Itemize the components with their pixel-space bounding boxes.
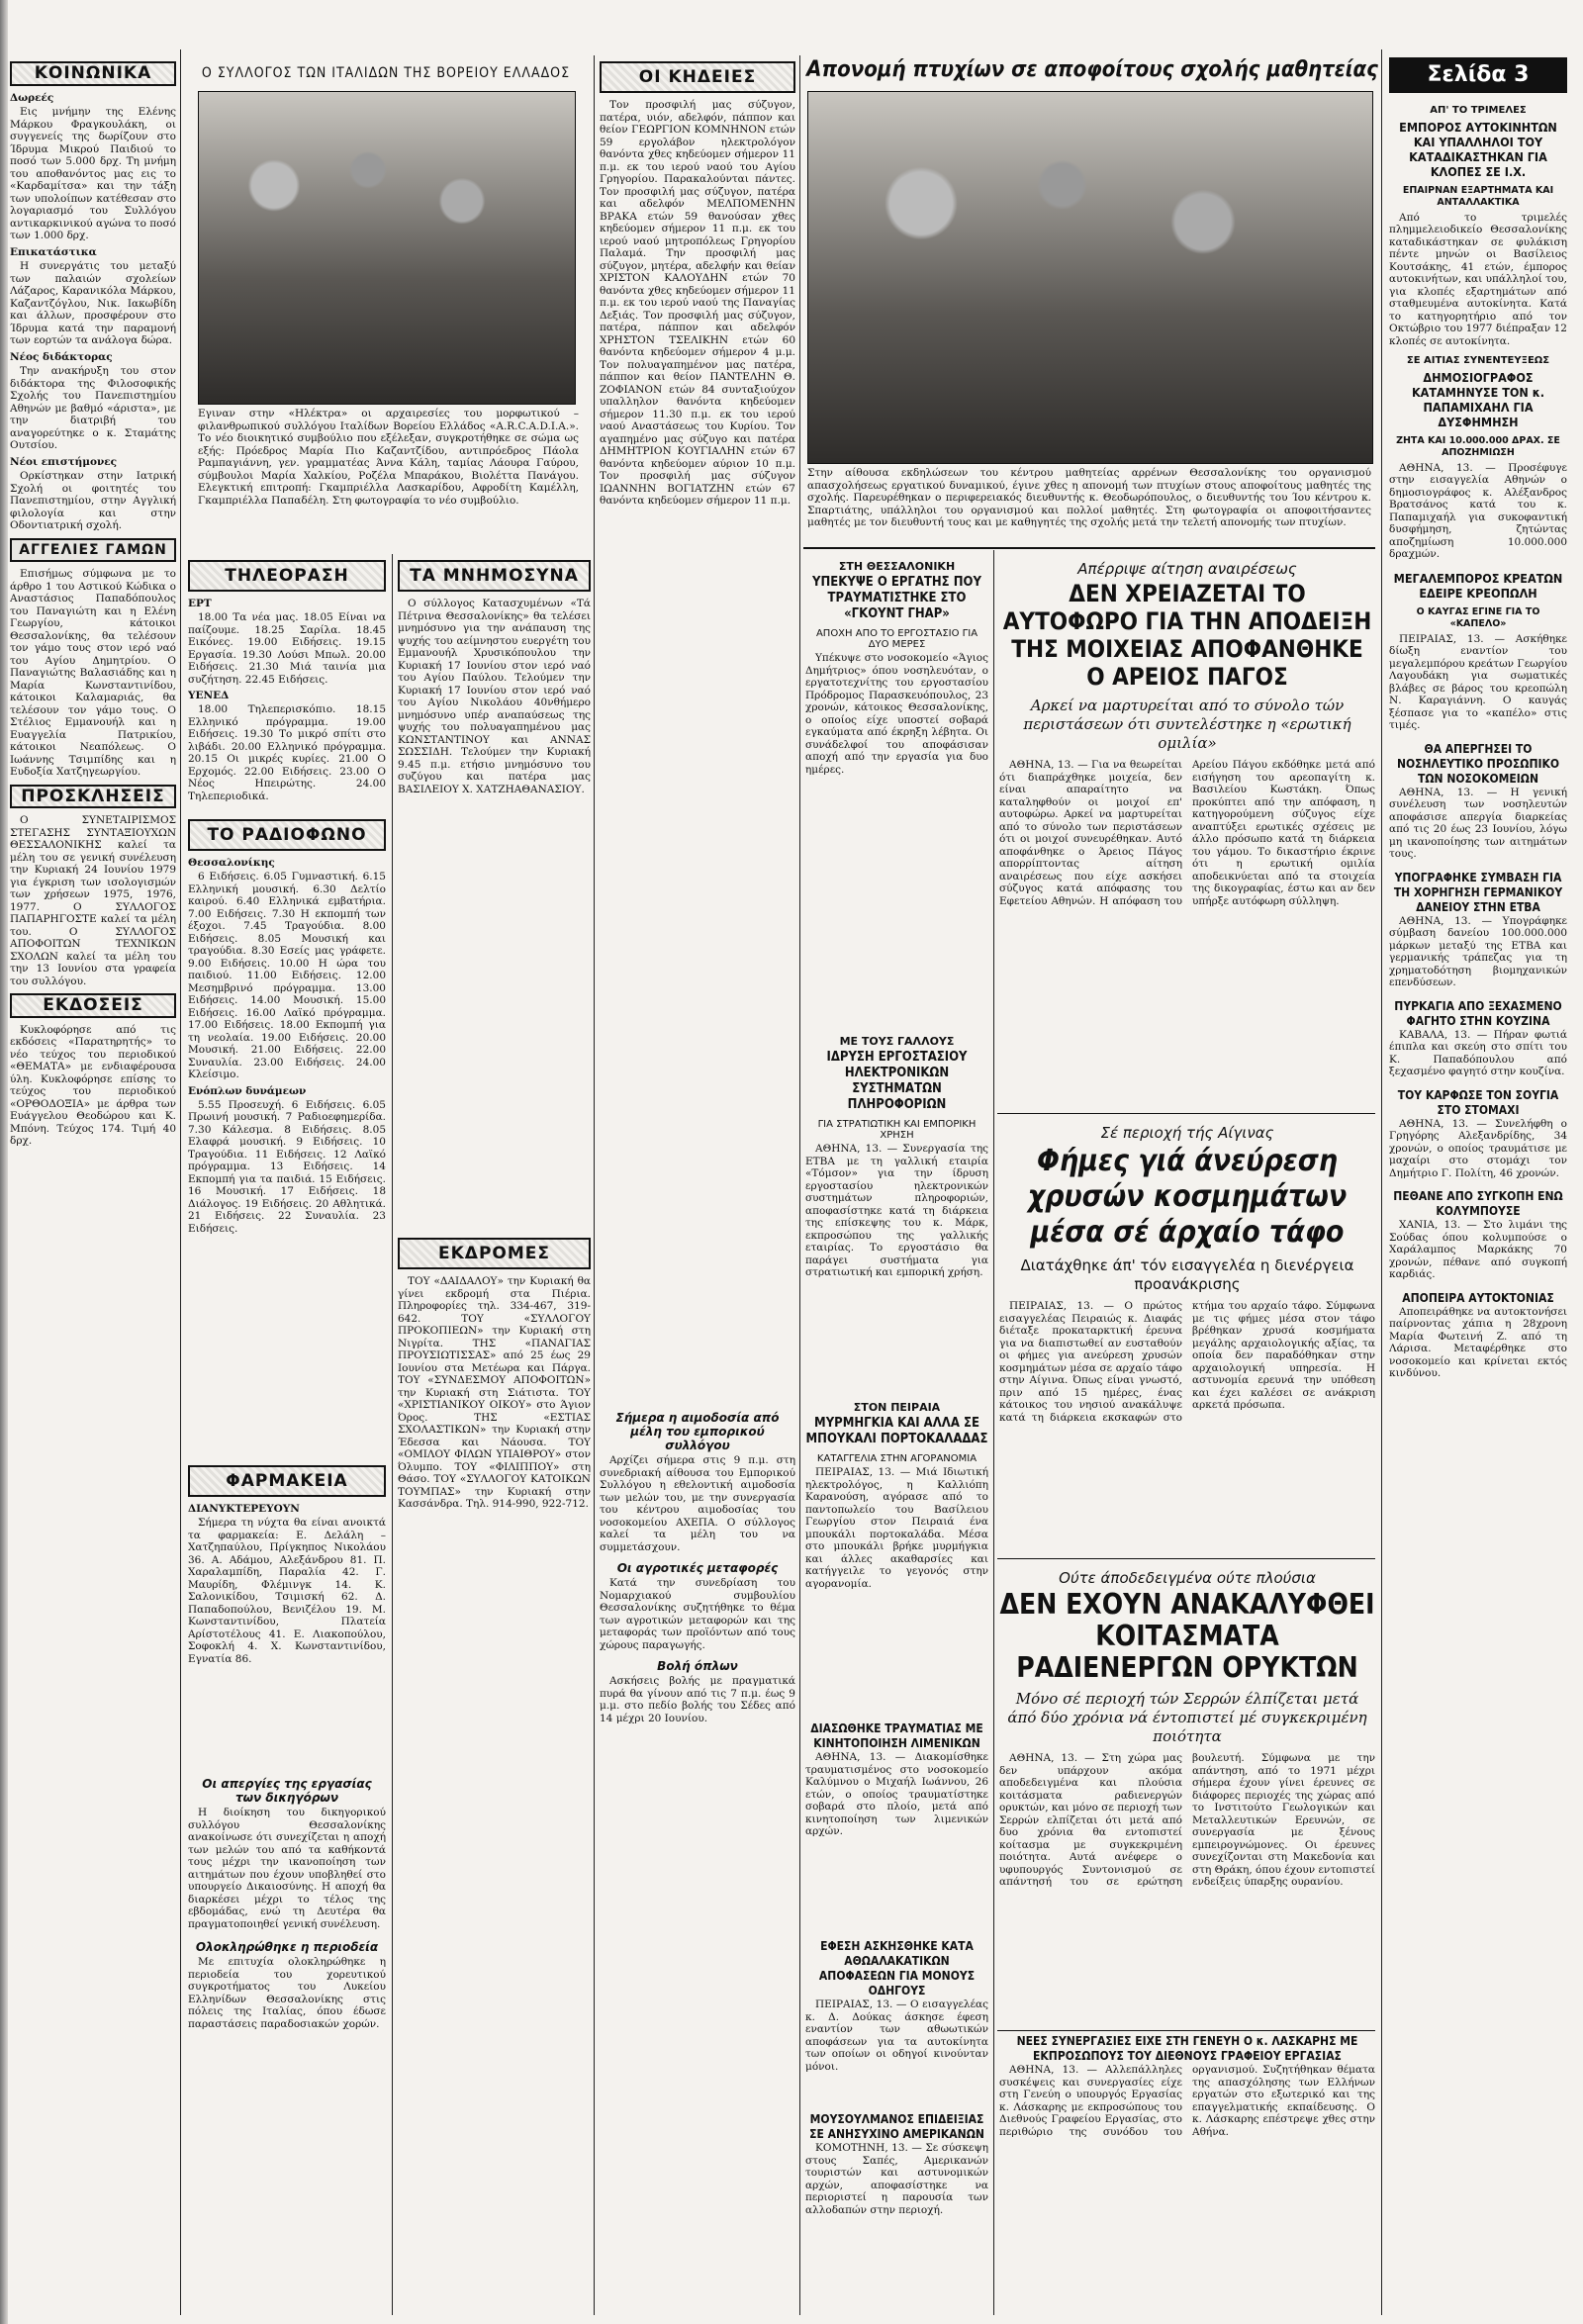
page-left-edge-shadow: [0, 0, 8, 2324]
tour-text: Με επιτυχία ολοκληρώθηκε η περιοδεία του χορευτικού συγκροτήματος του Λυκείου Ελληνίδων Θεσσαλονίκης στις πόλεις της Ιταλίας, όπου έδωσε παραστάσεις παραδοσιακών χορών.: [188, 1956, 386, 2030]
car-dealer-text: Από το τριμελές πλημμελειοδικείο Θεσσαλονίκης καταδικάστηκαν σε φυλάκιση πέντε μηνών οι Βασίλειος Κουτσάκης, 41 ετών, έμπορος αυτοκινήτων, και υπάλληλοί του, για κλοπές εξαρτημάτων από σταθμευμένα αυτοκίνητα. Κατά το κατηγορητήριο από τον Οκτώβριο του 1977 διέπραξαν 12 κλοπές σε αυτοκίνητα.: [1389, 211, 1567, 347]
funerals-text: Τον προσφιλή μας σύζυγον, πατέρα, υιόν, αδελφόν, πάππον και θείον ΓΕΩΡΓΙΟΝ ΚΟΜΝΗΝΟΝ ετών 59 εργολάβον ηλεκτρολόγον θανόντα χθες κηδεύομεν σήμερον 11 π.μ. εκ του ιερού ναού του Αγίου Γρηγορίου. Παρακαλούνται πάντες. Τον προσφιλή μας σύζυγον, πατέρα και αδελφόν ΜΕΛΠΟΜΕΝΗΝ ΒΡΑΚΑ ετών 59 θανούσαν χθες κηδεύομεν σήμερον 11 π.μ. εκ του ιερού ναού μητροπόλεως Γρηγορίου Παλαμά. Την προσφιλή μας σύζυγον, μητέρα, αδελφήν και θείαν ΧΡΙΣΤΟΝ ΚΑΛΟΥΔΗΝ ετών 70 θανόντα χθες κηδεύομεν σήμερον 11 π.μ. εκ του ιερού ναού της Παναγίας Δεξιάς. Τον προσφιλή μας σύζυγον, πατέρα, πάππον και αδελφόν ΧΡΗΣΤΟΝ ΤΣΕΛΙΚΗΝ ετών 60 θανόντα κηδεύομεν σήμερον 4 μ.μ. Τον πολυαγαπημένον μας πατέρα, πάππον και θείον ΠΑΝΤΕΛΗΝ Θ. ΖΟΦΙΑΝΟΝ ετών 84 συνταξιούχον υπαλληλον θανόντα κηδεύομεν σήμερον 11.30 π.μ. εκ του ιερού ναού Αναστάσεως του Κυρίου. Τον αγαπημένο μας σύζυγο και πατέρα ΔΗΜΗΤΡΙΟΝ ΚΟΥΓΙΑΛΗΝ ετών 67 θανόντα κηδεύομεν αύριον 10 π.μ. Τον προσφιλή μας σύζυγον ΙΩΑΝΝΗΝ ΒΟΓΙΑΤΖΗΝ ετών 67 θανόντα κηδεύομεν σήμερον 11 π.μ.: [600, 99, 795, 507]
section-divider: [997, 1558, 1375, 1559]
memorials-section: [398, 554, 591, 1227]
journalist-kicker: ΣΕ ΑΙΤΙΑΣ ΣΥΝΕΝΤΕΥΞΕΩΣ: [1406, 355, 1550, 366]
meat-merchant-subhead: Ο ΚΑΥΓΑΣ ΕΓΙΝΕ ΓΙΑ ΤΟ «ΚΑΠΕΛΟ»: [1416, 605, 1540, 629]
loan-text: ΑΘΗΝΑ, 13. — Υπογράφηκε σύμβαση δανείου 100.000.000 μάρκων μεταξύ της ΕΤΒΑ και γερμανικής τράπεζας για τη χρηματοδότηση βιομηχανικών επενδύσεων.: [1389, 914, 1567, 988]
column-rule: [392, 554, 393, 2315]
swimmer-death-headline: ΠΕΘΑΝΕ ΑΠΟ ΣΥΓΚΟΠΗ ΕΝΩ ΚΟΛΥΜΠΟΥΣΕ: [1393, 1189, 1563, 1218]
nurses-strike-headline: ΘΑ ΑΠΕΡΓΗΣΕΙ ΤΟ ΝΟΣΗΛΕΥΤΙΚΟ ΠΡΟΣΩΠΙΚΟ ΤΩΝ ΝΟΣΟΚΟΜΕΙΩΝ: [1396, 741, 1560, 786]
electronics-headline: ΙΔΡΥΣΗ ΕΡΓΟΣΤΑΣΙΟΥ ΗΛΕΚΤΡΟΝΙΚΩΝ ΣΥΣΤΗΜΑΤΩΝ ΠΛΗΡΟΦΟΡΙΩΝ: [826, 1050, 968, 1112]
new-scientists-subhead: Νέοι επιστήμονες: [10, 455, 118, 468]
publications-heading: ΕΚΔΟΣΕΙΣ: [10, 993, 176, 1018]
radio-armed-forces-label: Ενόπλων δυνάμεων: [188, 1084, 307, 1097]
aegina-headline: Φήμες γιά άνεύρεση χρυσών κοσμημάτων μέσα σέ άρχαίο τάφο: [1027, 1144, 1348, 1250]
radio-armed-forces-schedule: 5.55 Προσευχή. 6 Ειδήσεις. 6.05 Πρωινή μουσική. 7 Ραδιοεφημερίδα. 7.30 Κάλεσμα. 8 Ειδήσεις. 8.05 Ελαφρά μουσική. 9 Ειδήσεις. 10 Τραγούδια. 11 Ειδήσεις. 12 Λαϊκό πρόγραμμα. 13 Ειδήσεις. 14 Εκπομπή για τα παιδιά. 15 Ειδήσεις. 16 Μουσική. 17 Ειδήσεις. 18 Διάλογος. 19 Ειδήσεις. 20 Αθλητικά. 21 Ειδήσεις. 22 Συναυλία. 23 Ειδήσεις.: [188, 1098, 386, 1235]
pharmacies-heading: ΦΑΡΜΑΚΕΙΑ: [188, 1465, 386, 1497]
events-subhead: Επικατάστικα: [10, 245, 97, 258]
radio-section: [188, 813, 386, 1446]
column-rule: [799, 55, 800, 2315]
wedding-notices-text: Επισήμως σύμφωνα με το άρθρο 1 του Αστικού Κώδικα ο Αναστάσιος Παπαδόπουλος του Παναγιώτη και η Ελένη Γεωργίου, κάτοικοι Θεσσαλονίκης, θα τελέσουν τον γάμο τους στον ιερό ναό του Αγίου Δημητρίου. Ο Παναγιώτης Βαλασιάδης και η Μαρία Κωνσταντινίδου, κάτοικοι Καλαμαριάς, θα τελέσουν τον γάμο τους. Ο Στέλιος Εμμανουήλ και η Ευαγγελία Πατρικίου, κάτοικοι Νεαπόλεως. Ο Ιωάννης Τσιμπίδης και η Ευδοξία Χατζηγεωργίου.: [10, 568, 176, 778]
aegina-kicker: Σέ περιοχή τής Αίγινας: [1100, 1124, 1274, 1142]
firing-range-title: Βολή όπλων: [657, 1659, 738, 1673]
nurses-strike-text: ΑΘΗΝΑ, 13. — Η γενική συνέλευση των νοσηλευτών αποφάσισε απεργία διαρκείας από τις 20 έως 23 Ιουνίου, λόγω μη ικανοποίησης των αιτημάτων τους.: [1389, 786, 1567, 860]
column-rule: [1381, 49, 1382, 2315]
electronics-kicker: ΜΕ ΤΟΥΣ ΓΑΛΛΟΥΣ: [839, 1035, 955, 1048]
tv-section: [188, 554, 386, 811]
appeal-headline: ΕΦΕΣΗ ΑΣΚΗΣΘΗΚΕ ΚΑΤΑ ΑΘΩΑΛΑΚΑΤΙΚΩΝ ΑΠΟΦΑΣΕΩΝ ΓΙΑ ΜΟΝΟΥΣ ΟΔΗΓΟΥΣ: [818, 1939, 976, 1998]
piraeus-subhead: ΚΑΤΑΓΓΕΛΙΑ ΣΤΗΝ ΑΓΟΡΑΝΟΜΙΑ: [816, 1453, 978, 1464]
yened-label: ΥΕΝΕΔ: [188, 690, 230, 701]
kitchen-fire-headline: ΠΥΡΚΑΓΙΑ ΑΠΟ ΞΕΧΑΣΜΕΝΟ ΦΑΓΗΤΟ ΣΤΗΝ ΚΟΥΖΙΝΑ: [1394, 998, 1562, 1028]
ports-headline: ΔΙΑΣΩΘΗΚΕ ΤΡΑΥΜΑΤΙΑΣ ΜΕ ΚΙΝΗΤΟΠΟΙΗΣΗ ΛΙΜΕΝΙΚΩΝ: [810, 1721, 983, 1750]
muslims-text: ΚΟΜΟΤΗΝΗ, 13. — Σε σύσκεψη στους Σαπές, Αμερικανών τουριστών και αστυνομικών αρχών, αποφασίστηκε να περιοριστεί η παρουσία των αλλοδαπών στην περιοχή.: [805, 2142, 988, 2216]
blood-drive-text: Αρχίζει σήμερα στις 9 π.μ. στη συνεδριακή αίθουσα του Εμπορικού Συλλόγου η εθελοντική αιμοδοσία των μελών του, με την συνεργασία του κέντρου αιμοδοσίας του νοσοκομείου ΑΧΕΠΑ. Ο σύλλογος καλεί τα μέλη του να συμμετάσχουν.: [600, 1454, 795, 1553]
section-divider: [997, 2030, 1375, 2031]
swimmer-death-text: ΧΑΝΙΑ, 13. — Στο λιμάνι της Σούδας όπου κολυμπούσε ο Χαράλαμπος Μαρκάκης 70 χρονών, πέθανε από συγκοπή καρδιάς.: [1389, 1219, 1567, 1280]
funerals-section: [600, 55, 795, 1401]
excursions-section: [398, 1232, 591, 1924]
car-dealer-subhead: ΕΠΑΙΡΝΑΝ ΕΞΑΡΤΗΜΑΤΑ ΚΑΙ ΑΝΤΑΛΛΑΚΤΙΚΑ: [1402, 184, 1554, 208]
supreme-court-story: [999, 554, 1375, 1108]
graduates-caption: Στην αίθουσα εκδηλώσεων του κέντρου μαθητείας αρρένων Θεσσαλονίκης του οργανισμού απασχολήσεως εργατικού δυναμικού, έγινε χθες η απονομή των πτυχίων στους αποφοίτους μαθητές της σχολής. Παρευρέθηκαν ο περιφερειακός διευθυντής κ. Θεοδωρόπουλος, ο διευθυντής του Ίου κέντρου κ. Σπαρτιάτης, υπάλληλοι του οργανισμού και πολλοί μαθητές. Στη φωτογραφία οι αποφοιτήσαντες μαθητές με τον διευθυντή τους και με καθηγητές της σχολής μετά την τελετή απονομής των πτυχίων.: [807, 467, 1371, 528]
electronics-text: ΑΘΗΝΑ, 13. — Συνεργασία της ΕΤΒΑ με τη γαλλική εταιρία «Τόμσον» για την ίδρυση εργοστασίου ηλεκτρονικών συστημάτων πληροφοριών, αποφασίστηκε κατά τη διάρκεια της επίσκεψης του κ. Μάρκ, εκπροσώπου της γαλλικής εταιρίας. Το εργοστάσιο θα παράγει συστήματα για στρατιωτική και εμπορική χρήση.: [805, 1143, 988, 1278]
column-rule: [180, 49, 181, 2315]
section-divider: [997, 1113, 1375, 1114]
journalist-text: ΑΘΗΝΑ, 13. — Προσέφυγε στην εισαγγελία Αθηνών ο δημοσιογράφος κ. Αλέξανδρος Βρατσάνος κατά του κ. Παπαμιχαήλ για συκοφαντική δυσφήμηση, ζητώντας αποζημίωση 10.000.000 δραχμών.: [1389, 461, 1567, 560]
muslims-headline: ΜΟΥΣΟΥΛΜΑΝΟΣ ΕΠΙΔΕΙΞΙΑΣ ΣΕ ΑΝΗΣΥΧΙΝΟ ΑΜΕΡΙΚΑΝΩΝ: [809, 2112, 984, 2141]
column-rule: [993, 550, 994, 2315]
uranium-headline: ΔΕΝ ΕΧΟΥΝ ΑΝΑΚΑΛΥΦΘΕΙ ΚΟΙΤΑΣΜΑΤΑ ΡΑΔΙΕΝΕΡΓΩΝ ΟΡΥΚΤΩΝ: [999, 1588, 1375, 1684]
new-doctor-text: Την ανακήρυξη του στον διδάκτορα της Φιλοσοφικής Σχολής του Πανεπιστημίου Αθηνών με βαθμό «άριστα», με την διατριβή του αναγορεύτηκε ο κ. Σταμάτης Ουτσίου.: [10, 365, 176, 451]
uranium-story: [999, 1563, 1375, 2028]
memorials-text: Ο σύλλογος Κατασχυμένων «Τά Πέτρινα Θεσσαλονίκης» θα τελέσει μνημόσυνο για την ανάπαυση της ψυχής του αείμνηστου ευεργέτη του Εμμανουήλ Χρυσικόπουλου την Κυριακή 17 Ιουνίου στον ιερό ναό του Αγίου Παύλου. Τελούμεν την Κυριακή 17 Ιουνίου στον ιερό ναό του Αγίου Νικολάου 40νθήμερο μνημόσυνο υπέρ αναπαύσεως της ψυχής του πολυαγαπημένου μας ΚΩΝΣΤΑΝΤΙΝΟΥ και ΑΝΝΑΣ ΣΩΣΣΙΔΗ. Τελούμεν την Κυριακή 9.45 π.μ. ετήσιο μνημόσυνο του συζύγου και πατέρα μας ΒΑΣΙΛΕΙΟΥ Χ. ΧΑΤΖΗΑΘΑΝΑΣΙΟΥ.: [398, 598, 591, 795]
kitchen-fire-text: ΚΑΒΑΛΑ, 13. — Πήραν φωτιά έπιπλα και σκεύη στο σπίτι του Κ. Παπαδόπουλου από ξεχασμένο φαγητό στην κουζίνα.: [1389, 1028, 1567, 1077]
firing-range-text: Ασκήσεις βολής με πραγματικά πυρά θα γίνουν από τις 7 π.μ. έως 9 μ.μ. στο πεδίο βολής του Σέδες από 14 μέχρι 20 Ιουνίου.: [600, 1675, 795, 1724]
supreme-court-subhead: Αρκεί να μαρτυρείται από το σύνολο τών περιστάσεων ότι συντελέστηκε η «ερωτική ομιλία»: [1023, 697, 1351, 752]
car-dealer-kicker: ΑΠ' ΤΟ ΤΡΙΜΕΛΕΣ: [1430, 105, 1527, 116]
journalist-headline: ΔΗΜΟΣΙΟΓΡΑΦΟΣ ΚΑΤΑΜΗΝΥΣΕ ΤΟΝ κ. ΠΑΠΑΜΙΧΑΗΛ ΓΙΑ ΔΥΣΦΗΜΗΣΗ: [1411, 369, 1545, 429]
electronics-subhead: ΓΙΑ ΣΤΡΑΤΙΩΤΙΚΗ ΚΑΙ ΕΜΠΟΡΙΚΗ ΧΡΗΣΗ: [817, 1119, 977, 1141]
car-dealer-headline: ΕΜΠΟΡΟΣ ΑΥΤΟΚΙΝΗΤΩΝ ΚΑΙ ΥΠΑΛΛΗΛΟΙ ΤΟΥ ΚΑΤΑΔΙΚΑΣΤΗΚΑΝ ΓΙΑ ΚΛΟΠΕΣ ΣΕ Ι.Χ.: [1399, 119, 1557, 179]
funerals-heading: ΟΙ ΚΗΔΕΙΕΣ: [600, 61, 795, 93]
memorials-heading: ΤΑ ΜΝΗΜΟΣΥΝΑ: [398, 560, 591, 592]
society-notes: [600, 1405, 795, 2315]
graduates-title: Απονομή πτυχίων σε αποφοίτους σχολής μαθητείας: [806, 57, 1378, 82]
meat-merchant-headline: ΜΕΓΑΛΕΜΠΟΡΟΣ ΚΡΕΑΤΩΝ ΕΔΕΙΡΕ ΚΡΕΟΠΩΛΗ: [1393, 570, 1563, 601]
suicide-attempt-headline: ΑΠΟΠΕΙΡΑ ΑΥΤΟΚΤΟΝΙΑΣ: [1402, 1290, 1554, 1305]
ports-story: [805, 1721, 988, 1939]
uranium-kicker: Ούτε άποδεδειγμένα ούτε πλούσια: [1059, 1569, 1316, 1587]
worker-injury-subhead: ΑΠΟΧΗ ΑΠΟ ΤΟ ΕΡΓΟΣΤΑΣΙΟ ΓΙΑ ΔΥΟ ΜΕΡΕΣ: [815, 628, 978, 650]
ilo-headline: ΝΕΕΣ ΣΥΝΕΡΓΑΣΙΕΣ ΕΙΧΕ ΣΤΗ ΓΕΝΕΥΗ Ο κ. ΛΑΣΚΑΡΗΣ ΜΕ ΕΚΠΡΟΣΩΠΟΥΣ ΤΟΥ ΔΙΕΘΝΟΥΣ ΓΡΑΦΕΙΟΥ ΕΡΓΑΣΙΑΣ: [1016, 2034, 1358, 2063]
ilo-story: [999, 2034, 1375, 2315]
piraeus-text: ΠΕΙΡΑΙΑΣ, 13. — Μιά Ιδιωτική ηλεκτρολόγος, η Καλλιόπη Καρανούση, αγόρασε από το παντοπωλείο του Βασίλειου Γεωργίου στον Πειραιά ένα μπουκάλι πορτοκαλάδα. Μέσα στο μπουκάλι βρήκε μυρμήγκια και άλλες ακαθαρσίες και κατήγγειλε το γεγονός στην αγορανομία.: [805, 1466, 988, 1590]
koinonika-heading: ΚΟΙΝΩΝΙΚΑ: [10, 61, 176, 86]
ports-text: ΑΘΗΝΑ, 13. — Διακομίσθηκε τραυματισμένος στο νοσοκομείο Καλύμνου ο Μιχαήλ Ιωάννου, 26 ετών, ο οποίος τραυματίστηκε σοβαρά στο πλοίο, μετά από κινητοποίηση των λιμενικών αρχών.: [805, 1751, 988, 1837]
ilo-text: ΑΘΗΝΑ, 13. — Αλλεπάλληλες συσκέψεις και συνεργασίες είχε στη Γενεύη ο υπουργός Εργασίας κ. Λάσκαρης με εκπροσώπους του Διεθνούς Γραφείου Εργασίας, στο περιθώριο της συνόδου του οργανισμού. Συζητήθηκαν θέματα της απασχόλησης των Ελλήνων εργατών στο εξωτερικό και της επαγγελματικής εκπαίδευσης. Ο κ. Λάσκαρης επέστρεψε χθες στην Αθήνα.: [999, 2064, 1375, 2138]
suicide-attempt-text: Αποπειράθηκε να αυτοκτονήσει παίρνοντας χάπια η 28χρονη Μαρία Φωτεινή Ζ. από τη Λάρισα. Μεταφέρθηκε στο νοσοκομείο και κρίνεται εκτός κινδύνου.: [1389, 1305, 1567, 1379]
knife-attack-text: ΑΘΗΝΑ, 13. — Συνελήφθη ο Γρηγόρης Αλεξανδρίδης, 34 χρονών, ο οποίος τραυμάτισε με μαχαίρι στο στομάχι τον Δημήτριο Γ. Πολίτη, 46 χρονών.: [1389, 1117, 1567, 1179]
blood-drive-title: Σήμερα η αιμοδοσία από μέλη του εμπορικού συλλόγου: [615, 1411, 780, 1452]
donations-text: Εις μνήμην της Ελένης Μάρκου Φραγκουλάκη, οι συγγενείς της δωρίζουν στο Ίδρυμα Μικρού Παιδιού το ποσό των 5.000 δρχ. Τη μνήμη του αποθανόντος μας εις το «Καρδαμίτσα» και την τάξη των υπολοίπων κατέθεσαν στο λογαριασμό του Συλλόγου αντικαρκινικού αγώνα το ποσό των 1.000 δρχ.: [10, 106, 176, 241]
worker-injury-headline: ΥΠΕΚΥΨΕ Ο ΕΡΓΑΤΗΣ ΠΟΥ ΤΡΑΥΜΑΤΙΣΤΗΚΕ ΣΤΟ «ΓΚΟΥΝΤ ΓΗΑΡ»: [812, 575, 981, 621]
page-number-badge: [1389, 57, 1567, 93]
excursions-heading: ΕΚΔΡΟΜΕΣ: [398, 1238, 591, 1269]
radio-heading: ΤΟ ΡΑΔΙΟΦΩΝΟ: [188, 819, 386, 851]
loan-headline: ΥΠΟΓΡΑΦΗΚΕ ΣΥΜΒΑΣΗ ΓΙΑ ΤΗ ΧΟΡΗΓΗΣΗ ΓΕΡΜΑΝΙΚΟΥ ΔΑΝΕΙΟΥ ΣΤΗΝ ΕΤΒΑ: [1393, 870, 1563, 914]
supreme-court-headline: ΔΕΝ ΧΡΕΙΑΖΕΤΑΙ ΤΟ ΑΥΤΟΦΩΡΟ ΓΙΑ ΤΗΝ ΑΠΟΔΕΙΞΗ ΤΗΣ ΜΟΙΧΕΙΑΣ ΑΠΟΦΑΝΘΗΚΕ Ο ΑΡΕΙΟΣ ΠΑΓΟΣ: [1002, 580, 1372, 691]
column-rule: [594, 55, 595, 2315]
meat-merchant-text: ΠΕΙΡΑΙΑΣ, 13. — Ασκήθηκε δίωξη εναντίον του μεγαλεμπόρου κρεάτων Γεωργίου Λαγουδάκη για σωματικές βλάβες σε βάρος του κρεοπώλη Ν. Καραγιάννη. Ο καυγάς ξέσπασε για το «καπέλο» στις τιμές.: [1389, 632, 1567, 731]
italians-society-caption: Εγιναν στην «Ηλέκτρα» οι αρχαιρεσίες του μορφωτικού – φιλανθρωπικού συλλόγου Ιταλίδων Βορείου Ελλάδος «A.R.C.A.D.I.A.». Το νέο διοικητικό συμβούλιο που εξέλεξαν, συγκροτήθηκε σε σώμα ως εξής: Πρόεδρος Μαρία Πιο Καζαντζίδου, αντιπρόεδρος Πάολα Ραμπαγιάννη, γεν. γραμματέας Άννα Κάλη, ταμίας Λάουρα Γαύρου, σύμβουλοι Μαρία Χαλκίου, Ροζέλα Μπαράκου, Βιολέττα Πανάγου. Ελεγκτική επιτροπή: Γκαμπριέλλα Λασκαρίδου, Αφροδίτη Καμέλλη, Γκαμπριέλλα Παπαδέλη. Στη φωτογραφία το νέο συμβούλιο.: [198, 408, 579, 507]
uranium-subhead: Μόνο σέ περιοχή τών Σερρών έλπίζεται μετά άπό δύο χρόνια νά έντοπιστεί μέ συγκεκριμένη ποιότητα: [1007, 1690, 1367, 1745]
aegina-subhead: Διατάχθηκε άπ' τόν εισαγγελέα η διενέργεια προανάκρισης: [1020, 1256, 1354, 1293]
italians-society-photo: [198, 91, 576, 405]
tour-title: Ολοκληρώθηκε η περιοδεία: [195, 1940, 379, 1954]
publications-text: Κυκλοφόρησε από τις εκδόσεις «Παρατηρητής» το νέο τεύχος του περιοδικού «ΘΕΜΑΤΑ» με ενδιαφέρουσα ύλη. Κυκλοφόρησε επίσης το τεύχος του περιοδικού «ΟΡΘΟΔΟΞΙΑ» με άρθρα των Ευάγγελου Θεοδώρου και Κ. Μπόνη. Τεύχος 174. Τιμή 40 δρχ.: [10, 1023, 176, 1147]
muslims-story: [805, 2112, 988, 2310]
wedding-notices-heading: ΑΓΓΕΛΙΕΣ ΓΑΜΩΝ: [10, 538, 176, 563]
invitations-heading: ΠΡΟΣΚΛΗΣΕΙΣ: [10, 785, 176, 809]
left-strip-column: [10, 55, 176, 2311]
lawyers-section: [188, 1771, 386, 2305]
invitations-text: Ο ΣΥΝΕΤΑΙΡΙΣΜΟΣ ΣΤΕΓΑΣΗΣ ΣΥΝΤΑΞΙΟΥΧΩΝ ΘΕΣΣΑΛΟΝΙΚΗΣ καλεί τα μέλη του σε γενική συνέλευση την Κυριακή 24 Ιουνίου 1979 για έγκριση των ισολογισμών των χρήσεων 1975, 1976, 1977. Ο ΣΥΛΛΟΓΟΣ ΠΑΠΑΡΗΓΟΣΤΕ καλεί τα μέλη του. Ο ΣΥΛΛΟΓΟΣ ΑΠΟΦΟΙΤΩΝ ΤΕΧΝΙΚΩΝ ΣΧΟΛΩΝ καλεί τα μέλη του την 13 Ιουνίου στα γραφεία του συλλόγου.: [10, 814, 176, 987]
supreme-court-text: ΑΘΗΝΑ, 13. — Για να θεωρείται ότι διαπράχθηκε μοιχεία, δεν είναι απαραίτητο να καταληφθούν οι μοιχοί επ' αυτοφώρω. Αρκεί να μαρτυρείται από το σύνολο των περιστάσεων ότι οι μοιχοί συνευρέθηκαν. Αυτό αποφάνθηκε ο Άρειος Πάγος απορρίπτοντας αίτηση αναιρέσεως που είχε ασκήσει σύζυγος κατά απόφασης του Εφετείου Αθηνών. Η απόφαση του Αρείου Πάγου εκδόθηκε μετά από εισήγηση του αρεοπαγίτη κ. Βασιλείου Κωστάκη. Όπως προκύπτει από την απόφαση, η κατηγορούμενη σύζυγος είχε αναπτύξει ερωτικές σχέσεις με άλλο πρόσωπο κατά τη διάρκεια του γάμου. Το δικαστήριο έκρινε ότι η ερωτική ομιλία αποδεικνύεται από τα στοιχεία της δικογραφίας, έστω και αν δεν υπήρξε αυτόφωρη σύλληψη.: [999, 759, 1375, 907]
worker-injury-story: [805, 554, 988, 1088]
agri-transport-text: Κατά την συνεδρίαση του Νομαρχιακού συμβουλίου Θεσσαλονίκης συζητήθηκε το θέμα των αγροτικών μεταφορών και της μεταφοράς των προϊόντων από τους χώρους παραγωγής.: [600, 1577, 795, 1651]
donations-subhead: Δωρεές: [10, 91, 54, 104]
journalist-subhead: ΖΗΤΑ ΚΑΙ 10.000.000 ΔΡΑΧ. ΣΕ ΑΠΟΖΗΜΙΩΣΗ: [1396, 434, 1560, 458]
piraeus-kicker: ΣΤΟΝ ΠΕΙΡΑΙΑ: [853, 1401, 941, 1414]
yened-schedule: 18.00 Τηλεπερισκόπιο. 18.15 Ελληνικό πρόγραμμα. 19.00 Ειδήσεις. 19.30 Το μικρό σπίτι στο λιβάδι. 20.00 Ελληνικό πρόγραμμα. 20.15 Οι μικρές κυρίες. 21.00 Ο Ερχομός. 22.00 Ειδήσεις. 23.00 Ο Νέος Ηπειρώτης. 24.00 Τηλεπεριοδικά.: [188, 703, 386, 802]
worker-injury-text: Υπέκυψε στο νοσοκομείο «Άγιος Δημήτριος» όπου νοσηλευόταν, ο εργατοτεχνίτης του εργοστασίου Πρόδρομος Παρασκευόπουλος, 23 χρονών, κάτοικος Θεσσαλονίκης, ο οποίος είχε υποστεί σοβαρά εγκαύματα από έκρηξη λέβητα. Οι συνάδελφοί του αποφάσισαν αποχή από την εργασία για δυο ημέρες.: [805, 652, 988, 776]
section-divider: [803, 547, 1375, 549]
uranium-text: ΑΘΗΝΑ, 13. — Στη χώρα μας δεν υπάρχουν ακόμα αποδεδειγμένα και πλούσια κοιτάσματα ραδιενεργών ορυκτών, και μόνο σε περιοχή των Σερρών ελπίζεται ότι μετά από δυο χρόνια θα εντοπιστεί κοίτασμα με συγκεκριμένη ποιότητα. Αυτά ανέφερε ο υφυπουργός Συντονισμού σε απάντησή του σε ερώτηση βουλευτή. Σύμφωνα με την απάντηση, από το 1971 μέχρι σήμερα έχουν γίνει έρευνες σε διάφορες περιοχές της χώρας από το Ινστιτούτο Γεωλογικών και Μεταλλευτικών Ερευνών, σε συνεργασία με ξένους εμπειρογνώμονες. Οι έρευνες συνεχίζονται στη Μακεδονία και στη Θράκη, όπου έχουν εντοπιστεί ενδείξεις ύπαρξης ουρανίου.: [999, 1752, 1375, 1888]
pharmacies-section: [188, 1459, 386, 1756]
tv-heading: ΤΗΛΕΟΡΑΣΗ: [188, 560, 386, 592]
lawyers-text: Η διοίκηση του δικηγορικού συλλόγου Θεσσαλονίκης ανακοίνωσε ότι συνεχίζεται η αποχή των μελών του από τα καθήκοντά τους μέχρι την ικανοποίηση των αιτημάτων που έχουν υποβληθεί στο υπουργείο Δικαιοσύνης. Η αποχή θα διαρκέσει μέχρι το τέλος της εβδομάδας, ενώ τη Δευτέρα θα πραγματοποιηθεί γενική συνέλευση.: [188, 1807, 386, 1930]
piraeus-headline: ΜΥΡΜΗΓΚΙΑ ΚΑΙ ΑΛΛΑ ΣΕ ΜΠΟΥΚΑΛΙ ΠΟΡΤΟΚΑΛΑΔΑΣ: [805, 1416, 988, 1446]
lawyers-title: Οι απεργίες της εργασίας των δικηγόρων: [202, 1777, 372, 1805]
appeal-text: ΠΕΙΡΑΙΑΣ, 13. — Ο εισαγγελέας κ. Δ. Δούκας άσκησε έφεση εναντίον των αθωωτικών αποφάσεων για τα αυτοκίνητα των οποίων οι οδηγοί κινούνταν μόνοι.: [805, 1999, 988, 2073]
graduates-photo: [807, 91, 1373, 464]
italians-society-title: Ο ΣΥΛΛΟΓΟΣ ΤΩΝ ΙΤΑΛΙΔΩΝ ΤΗΣ ΒΟΡΕΙΟΥ ΕΛΛΑΔΟΣ: [201, 65, 571, 81]
page-number-label: Σελίδα 3: [1427, 62, 1530, 87]
radio-thessaloniki-label: Θεσσαλονίκης: [188, 857, 275, 869]
agri-transport-title: Οι αγροτικές μεταφορές: [616, 1561, 779, 1575]
worker-injury-kicker: ΣΤΗ ΘΕΣΣΑΛΟΝΙΚΗ: [838, 560, 956, 573]
new-scientists-text: Ορκίστηκαν στην Ιατρική Σχολή οι φοιτητές του Πανεπιστημίου, στην Αγγλική φιλολογία και στην Οδοντιατρική σχολή.: [10, 470, 176, 531]
electronics-factory-story: [805, 1029, 988, 1425]
appeal-story: [805, 1939, 988, 2107]
supreme-court-kicker: Απέρριψε αίτηση αναιρέσεως: [1077, 560, 1297, 578]
piraeus-story: [805, 1395, 988, 1731]
new-doctor-subhead: Νέος διδάκτορας: [10, 350, 113, 363]
aegina-text: ΠΕΙΡΑΙΑΣ, 13. — Ο πρώτος εισαγγελέας Πειραιώς κ. Διαφάς διέταξε προκαταρκτική έρευνα για να διαπιστωθεί αν ευσταθούν οι φήμες για ανεύρεση χρυσών κοσμημάτων μέσα σε αρχαίο τάφο στην Αίγινα. Όπως είναι γνωστό, πριν από 15 ημέρες, ένας κάτοικος του νησιού ανακάλυψε κατά τη διάρκεια εκσκαφών στο κτήμα του αρχαίο τάφο. Σύμφωνα με τις φήμες μέσα στον τάφο βρέθηκαν χρυσά κοσμήματα μεγάλης αρχαιολογικής αξίας, τα οποία δεν παραδόθηκαν στην αρχαιολογική υπηρεσία. Η αστυνομία ερευνά την υπόθεση και έχει καλέσει σε ανάκριση αρκετά πρόσωπα.: [999, 1300, 1375, 1424]
ert-schedule: 18.00 Τα νέα μας. 18.05 Είναι να παίζουμε. 18.25 Σαρίλα. 18.45 Εικόνες. 19.00 Ειδήσεις. 19.15 Εργασία. 19.30 Λούσι Μπωλ. 20.00 Ειδήσεις. 21.30 Μιά ταινία μια συζήτηση. 22.45 Ειδήσεις.: [188, 611, 386, 686]
pharmacies-list: Σήμερα τη νύχτα θα είναι ανοικτά τα φαρμακεία: Ε. Δελάλη – Χατζηπαύλου, Πρίγκηπος Νικολάου 36. Α. Αδάμου, Αλεξάνδρου 81. Π. Χαραλαμπίδη, Παραλία 42. Γ. Μαυρίδη, Φλέμινγκ 14. Κ. Σαλονικίδου, Τσιμισκή 62. Δ. Παπαδοπούλου, Βενιζέλου 19. Μ. Κωνσταντινίδου, Πλατεία Αρίστοτέλους 41. Ε. Λιακοπούλου, Σοφοκλή 4. Χ. Κωνσταντινίδου, Εγνατία 86.: [188, 1517, 386, 1665]
knife-attack-headline: ΤΟΥ ΚΑΡΦΩΣΕ ΤΟΝ ΣΟΥΓΙΑ ΣΤΟ ΣΤΟΜΑΧΙ: [1397, 1087, 1559, 1117]
ert-label: ΕΡΤ: [188, 598, 212, 609]
radio-thessaloniki-schedule: 6 Ειδήσεις. 6.05 Γυμναστική. 6.15 Ελληνική μουσική. 6.30 Δελτίο καιρού. 6.40 Ελληνικά εμβατήρια. 7.00 Ειδήσεις. 7.30 Η εκπομπή των έξοχοι. 7.45 Τραγούδια. 8.00 Ειδήσεις. 8.05 Μουσική και τραγούδια. 8.30 Εσείς μας γράφετε. 9.00 Ειδήσεις. 10.00 Η ώρα του παιδιού. 11.00 Ειδήσεις. 12.00 Μεσημβρινό πρόγραμμα. 13.00 Ειδήσεις. 14.00 Μουσική. 15.00 Ειδήσεις. 16.00 Λαϊκό πρόγραμμα. 17.00 Ειδήσεις. 18.00 Εκπομπή για τη νεολαία. 19.00 Ειδήσεις. 20.00 Μουσική. 21.00 Ειδήσεις. 22.00 Συναυλία. 23.00 Ειδήσεις. 24.00 Κλείσιμο.: [188, 871, 386, 1080]
events-text: Η συνεργάτις του μεταξύ των παλαιών σχολείων Λάζαρος, Καρανικόλα Μάρκου, Καζαντζόγλου, Νικ. Ιακωβίδη και άλλων, προσφέρουν στο Ίδρυμα κατά την παραμονή των εορτών τα ανάλογα δώρα.: [10, 260, 176, 346]
pharmacies-subhead: ΔΙΑΝΥΚΤΕΡΕΥΟΥΝ: [188, 1503, 300, 1515]
excursions-text: ΤΟΥ «ΔΑΙΔΑΛΟΥ» την Κυριακή θα γίνει εκδρομή στα Πιέρια. Πληροφορίες τηλ. 334-467, 319-642. ΤΟΥ «ΣΥΛΛΟΓΟΥ ΠΡΟΚΟΠΙΕΩΝ» την Κυριακή στη Νιγρίτα. ΤΗΣ «ΠΑΝΑΓΙΑΣ ΠΡΟΥΣΙΩΤΙΣΣΑΣ» από 25 έως 29 Ιουνίου στα Μετέωρα και Πάργα. ΤΟΥ «ΣΥΝΔΕΣΜΟΥ ΑΠΟΦΟΙΤΩΝ» την Κυριακή στη Σιάτιστα. ΤΟΥ «ΧΡΙΣΤΙΑΝΙΚΟΥ ΟΙΚΟΥ» στο Άγιον Όρος. ΤΗΣ «ΕΣΤΙΑΣ ΣΧΟΛΑΣΤΙΚΩΝ» την Κυριακή στην Έδεσσα και Νάουσα. ΤΟΥ «ΟΜΙΛΟΥ ΦΙΛΩΝ ΥΠΑΙΘΡΟΥ» στον Όλυμπο. ΤΟΥ «ΦΙΛΙΠΠΟΥ» στη Θάσο. ΤΟΥ «ΣΥΛΛΟΓΟΥ ΚΑΤΟΙΚΩΝ ΤΟΥΜΠΑΣ» την Κυριακή στην Κασσάνδρα. Τηλ. 914-990, 922-712.: [398, 1275, 591, 1510]
right-column: [1389, 99, 1567, 2315]
aegina-story: [999, 1118, 1375, 1553]
